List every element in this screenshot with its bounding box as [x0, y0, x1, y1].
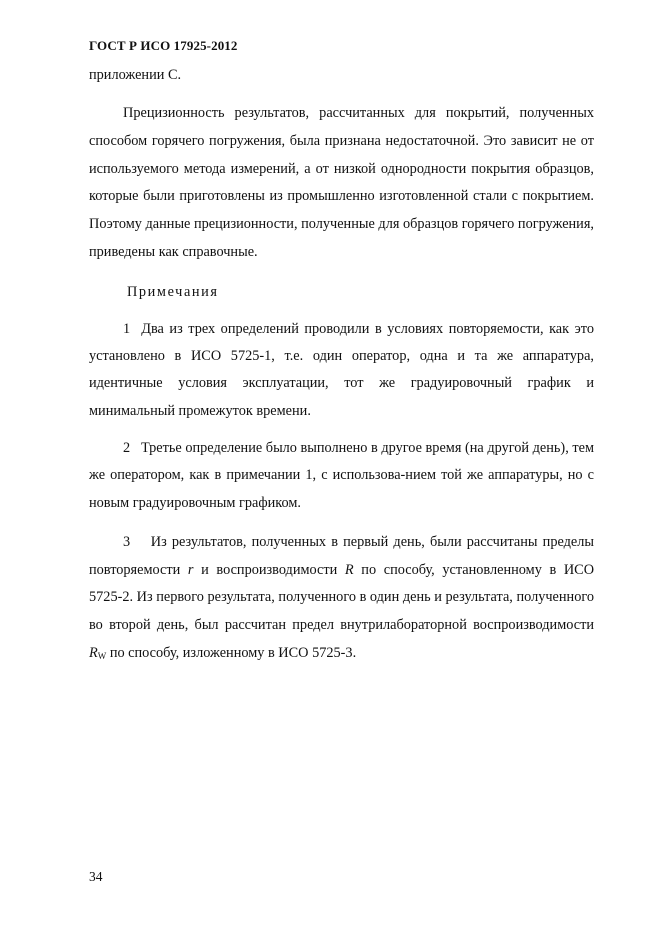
note-1-number: 1	[123, 320, 131, 337]
note-2-text: Третье определение было выполнено в другое время (на другой день), тем же оператором, как в примечании 1, с использова-нием той же аппаратуры, но с новым градуировочным графиком.	[89, 439, 595, 511]
precision-paragraph: Прецизионность результатов, рассчитанных для покрытий, полученных способом горячего погружения, была признана недостаточной. Это зависит не от используемого метода измерений, а от низкой однородности покрытия образцов, которые были приготовлены из промышленно изготовленной стали с покрытием. Поэтому данные прецизионности, полученные для образцов горячего погружения, приведены как справочные.	[89, 105, 594, 260]
note-3-text-part3: по способу, установленному в ИСО 5725-2. Из первого результата, полученного в один день и результата, полученного во второй день, был рассчитан предел внутрилабораторной воспроизводимости	[89, 561, 595, 634]
note-2-number: 2	[123, 439, 131, 456]
note-3	[89, 529, 594, 671]
note-2	[89, 435, 594, 517]
symbol-R: R	[344, 561, 354, 578]
document-header: ГОСТ Р ИСО 17925-2012	[89, 38, 238, 53]
continuation-text: приложении С.	[89, 67, 182, 83]
note-3-text-part2: и воспроизводимости	[201, 561, 338, 578]
note-3-text-part1: Из результатов, полученных в первый день, были рассчитаны пределы повторяемости	[89, 533, 594, 578]
symbol-Rw-base: R	[89, 645, 98, 662]
page-content	[89, 62, 594, 671]
note-1	[89, 316, 594, 425]
symbol-r: r	[187, 561, 194, 578]
notes-title: Примечания	[127, 283, 219, 300]
note-3-text-part4: по способу, изложенному в ИСО 5725-3.	[109, 645, 357, 662]
symbol-Rw	[89, 645, 106, 661]
page-number: 34	[89, 869, 103, 884]
symbol-Rw-subscript: W	[97, 651, 107, 662]
note-1-text: Два из трех определений проводили в условиях повторяемости, как это установлено в ИСО 5725-1, т.е. один оператор, одна и та же аппаратура, идентичные условия эксплуатации, тот же градуировочный график и минимальный промежуток времени.	[89, 320, 594, 419]
note-3-number: 3	[123, 533, 131, 550]
